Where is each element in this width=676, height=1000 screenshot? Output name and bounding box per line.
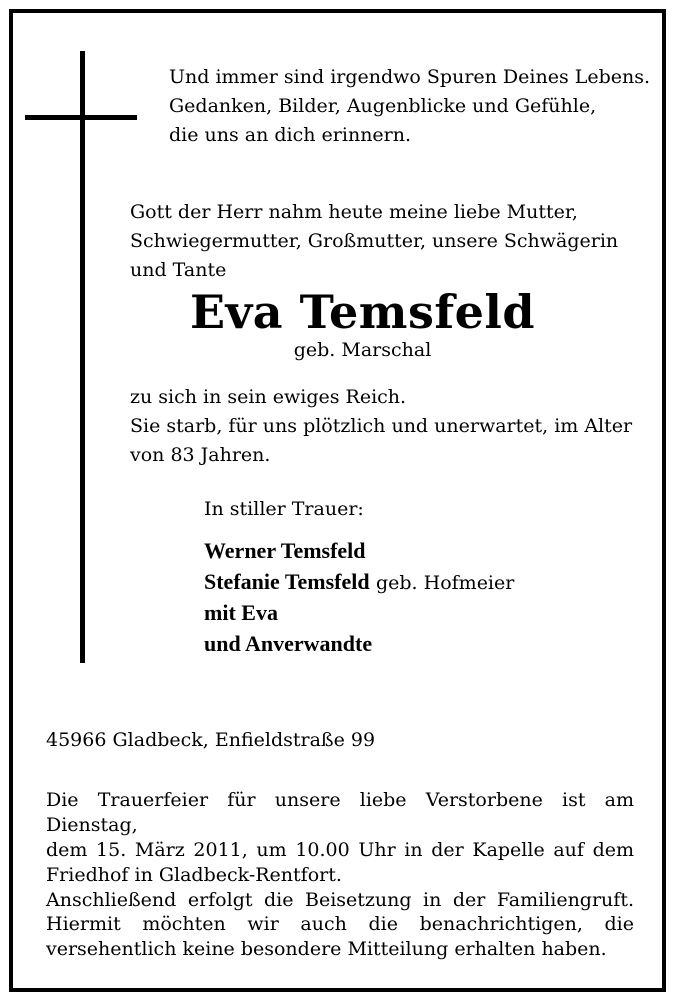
intro-line: und Tante: [130, 259, 227, 281]
intro-line: Schwiegermutter, Großmutter, unsere Schwägerin: [130, 230, 619, 252]
deceased-name: Eva Temsfeld: [189, 285, 536, 339]
notification-text: [46, 912, 634, 962]
mourning-label: In stiller Trauer:: [204, 498, 364, 520]
passing-text: [130, 383, 632, 470]
funeral-details: [46, 788, 634, 913]
notification-line: Hiermit möchten wir auch die benachrichtigen, die: [46, 913, 634, 935]
mourner-name: Werner Temsfeld: [204, 538, 366, 563]
notification-line: versehentlich keine besondere Mitteilung erhalten haben.: [46, 938, 607, 960]
poem-line: Gedanken, Bilder, Augenblicke und Gefühle,: [169, 95, 597, 117]
mourner-name: Stefanie Temsfeld: [204, 568, 370, 594]
intro-line: Gott der Herr nahm heute meine liebe Mutter,: [130, 201, 578, 223]
mourner-name: und Anverwandte: [204, 630, 373, 656]
funeral-line: Friedhof in Gladbeck-Rentfort.: [46, 864, 342, 886]
funeral-line: Die Trauerfeier für unsere liebe Verstorbene ist am Dienstag,: [46, 789, 634, 836]
mourner-entry: [204, 567, 514, 599]
memorial-poem: [169, 63, 650, 150]
poem-line: die uns an dich erinnern.: [169, 124, 412, 146]
mourner-entry: [204, 536, 514, 567]
mourner-entry: [204, 629, 514, 660]
mourner-entry: [204, 598, 514, 629]
cross-icon-crossbar: [25, 115, 137, 120]
passing-line: von 83 Jahren.: [130, 444, 271, 466]
deceased-maiden-name: geb. Marschal: [293, 339, 432, 361]
passing-line: Sie starb, für uns plötzlich und unerwartet, im Alter: [130, 415, 633, 437]
mourner-maiden-name: geb. Hofmeier: [375, 571, 515, 594]
address: 45966 Gladbeck, Enfieldstraße 99: [46, 729, 376, 751]
poem-line: Und immer sind irgendwo Spuren Deines Lebens.: [169, 66, 651, 88]
mourners-list: [204, 536, 514, 659]
intro-text: [130, 198, 618, 285]
passing-line: zu sich in sein ewiges Reich.: [130, 386, 407, 408]
obituary-notice: [9, 9, 666, 992]
mourner-name: mit Eva: [204, 600, 278, 625]
funeral-line: dem 15. März 2011, um 10.00 Uhr in der Kapelle auf dem: [46, 839, 634, 861]
funeral-line: Anschließend erfolgt die Beisetzung in der Familiengruft.: [46, 889, 634, 911]
